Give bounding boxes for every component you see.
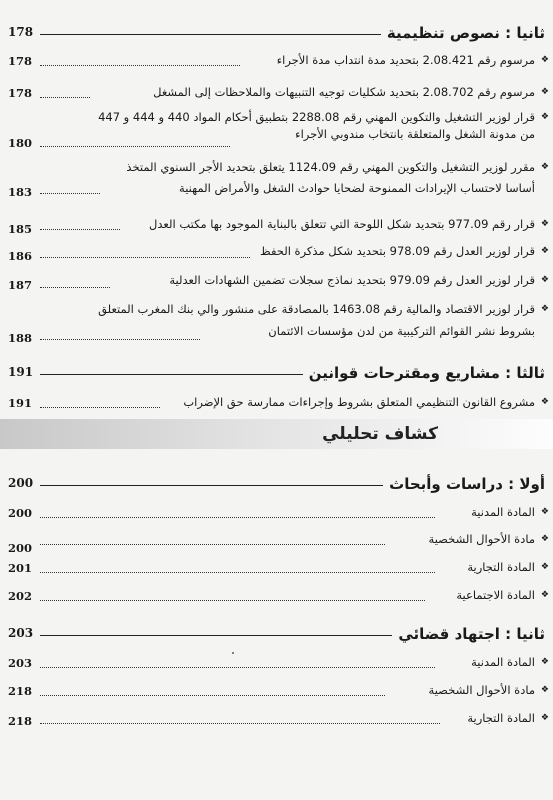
diamond-bullet-icon: ❖ [540, 275, 549, 285]
entry-page-number: 203 [8, 656, 33, 670]
section-page-number: 191 [8, 365, 37, 379]
dot-leader [40, 65, 240, 66]
entry-text: مادة الأحوال الشخصية [428, 683, 535, 697]
dot-leader [40, 257, 250, 258]
section-title: أولا : دراسات وأبحاث [383, 475, 545, 493]
entry-page-number: 187 [8, 278, 33, 292]
analytical-index-banner [0, 419, 553, 449]
dot-leader [40, 193, 100, 194]
section-heading-case-law [0, 625, 553, 645]
entry-text: المادة التجارية [467, 711, 535, 725]
entry-text: مرسوم رقم 2.08.702 بتحديد شكليات توجيه التنبيهات والملاحظات إلى المشغل [153, 85, 535, 99]
entry-page-number: 218 [8, 714, 33, 728]
dot-leader [40, 667, 435, 668]
entry-page-number: 218 [8, 684, 33, 698]
dot-leader [40, 572, 435, 573]
dot-leader [40, 695, 385, 696]
print-speck [232, 652, 234, 654]
entry-text-line-1: مقرر لوزير التشغيل والتكوين المهني رقم 1124.09 يتعلق بتحديد الأجر السنوي المتخذ [126, 160, 535, 174]
diamond-bullet-icon: ❖ [540, 304, 549, 314]
entry-text: مادة الأحوال الشخصية [428, 532, 535, 546]
entry-text-line-1: قرار لوزير الاقتصاد والمالية رقم 1463.08 بالمصادقة على منشور والي بنك المغرب المتعلق [98, 302, 535, 316]
dot-leader [40, 339, 200, 340]
diamond-bullet-icon: ❖ [540, 87, 549, 97]
entry-text-line-2: من مدونة الشغل والمتعلقة بانتخاب مندوبي الأجراء [295, 127, 535, 141]
entry-text: المادة التجارية [467, 560, 535, 574]
section-heading-regulatory-texts [0, 24, 553, 44]
section-title: ثانيا : اجتهاد قضائي [392, 625, 545, 643]
diamond-bullet-icon: ❖ [540, 55, 549, 65]
entry-text: المادة المدنية [471, 655, 535, 669]
entry-page-number: 201 [8, 561, 33, 575]
entry-text: المادة المدنية [471, 505, 535, 519]
section-title: ثالثا : مشاريع ومقترحات قوانين [303, 364, 545, 382]
dot-leader [40, 229, 120, 230]
entry-text: مشروع القانون التنظيمي المتعلق بشروط وإجراءات ممارسة حق الإضراب [183, 395, 535, 409]
entry-text: قرار رقم 977.09 بتحديد شكل اللوحة التي تتعلق بالبناية الموجود بها مكتب العدل [149, 217, 535, 231]
entry-page-number: 180 [8, 136, 33, 150]
dot-leader [40, 407, 160, 408]
section-title: ثانيا : نصوص تنظيمية [381, 24, 545, 42]
entry-page-number: 200 [8, 541, 33, 555]
diamond-bullet-icon: ❖ [540, 162, 549, 172]
entry-page-number: 188 [8, 331, 33, 345]
diamond-bullet-icon: ❖ [540, 507, 549, 517]
entry-text: قرار لوزير العدل رقم 978.09 بتحديد شكل مذكرة الحفظ [260, 244, 535, 258]
dot-leader [40, 544, 385, 545]
entry-page-number: 200 [8, 506, 33, 520]
entry-page-number: 178 [8, 54, 33, 68]
section-heading-draft-laws [0, 364, 553, 384]
dot-leader [40, 600, 425, 601]
diamond-bullet-icon: ❖ [540, 246, 549, 256]
diamond-bullet-icon: ❖ [540, 713, 549, 723]
entry-text: المادة الاجتماعية [456, 588, 535, 602]
entry-page-number: 178 [8, 86, 33, 100]
entry-page-number: 186 [8, 249, 33, 263]
dot-leader [40, 517, 435, 518]
entry-text: قرار لوزير العدل رقم 979.09 بتحديد نماذج سجلات تضمين الشهادات العدلية [169, 273, 535, 287]
section-page-number: 178 [8, 25, 37, 39]
banner-title: كشاف تحليلي [322, 424, 438, 444]
dot-leader [40, 287, 110, 288]
entry-text-line-2: بشروط نشر القوائم التركيبية من لدن مؤسسات الائتمان [268, 324, 535, 338]
diamond-bullet-icon: ❖ [540, 590, 549, 600]
dot-leader [40, 97, 90, 98]
entry-text-line-2: أساسا لاحتساب الإيرادات الممنوحة لضحايا حوادث الشغل والأمراض المهنية [179, 181, 535, 195]
entry-text: مرسوم رقم 2.08.421 بتحديد مدة انتداب مدة الأجراء [276, 53, 535, 67]
diamond-bullet-icon: ❖ [540, 685, 549, 695]
entry-page-number: 183 [8, 185, 33, 199]
diamond-bullet-icon: ❖ [540, 657, 549, 667]
section-page-number: 203 [8, 626, 37, 640]
diamond-bullet-icon: ❖ [540, 562, 549, 572]
entry-page-number: 202 [8, 589, 33, 603]
section-page-number: 200 [8, 476, 37, 490]
entry-text-line-1: قرار لوزير التشغيل والتكوين المهني رقم 2288.08 بتطبيق أحكام المواد 440 و 444 و 447 [98, 110, 535, 124]
entry-page-number: 185 [8, 222, 33, 236]
dot-leader [40, 723, 440, 724]
dot-leader [40, 146, 230, 147]
diamond-bullet-icon: ❖ [540, 534, 549, 544]
diamond-bullet-icon: ❖ [540, 397, 549, 407]
diamond-bullet-icon: ❖ [540, 219, 549, 229]
diamond-bullet-icon: ❖ [540, 112, 549, 122]
section-heading-studies [0, 475, 553, 495]
entry-page-number: 191 [8, 396, 33, 410]
